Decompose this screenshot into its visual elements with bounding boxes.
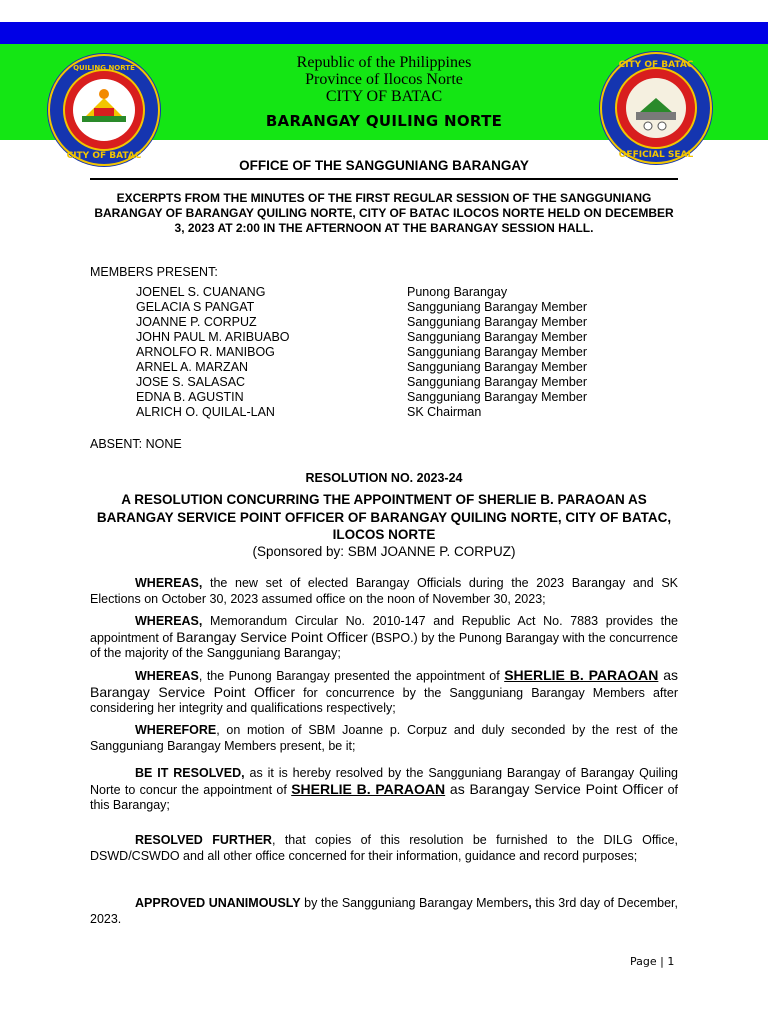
paragraph-wherefore [90, 723, 678, 754]
paragraph-text: this 3rd day of December, 2023. [90, 896, 678, 926]
member-row [136, 315, 656, 330]
absent-line: ABSENT: NONE [90, 437, 182, 451]
paragraph-emphasis: Barangay Service Point Officer [176, 628, 368, 645]
paragraph-lead: APPROVED UNANIMOUSLY [135, 896, 301, 910]
paragraph-whereas-1 [90, 576, 678, 607]
member-role: Punong Barangay [407, 285, 508, 299]
minutes-excerpt-heading: EXCERPTS FROM THE MINUTES OF THE FIRST REGULAR SESSION OF THE SANGGUNIANG BARANGAY OF BARANGAY QUILING NORTE, CITY OF BATAC ILOCOS NORTE HELD ON DECEMBER 3, 2023 AT 2:00 IN THE AFTERNOON AT THE BARANGAY SESSION HALL. [94, 191, 674, 235]
member-row [136, 300, 656, 315]
member-name: JOHN PAUL M. ARIBUABO [136, 330, 290, 344]
resolution-number: RESOLUTION NO. 2023-24 [305, 471, 463, 485]
paragraph-lead: WHEREFORE [135, 723, 217, 737]
member-role: Sangguniang Barangay Member [407, 360, 587, 374]
member-name: JOENEL S. CUANANG [136, 285, 266, 299]
paragraph-lead: WHEREAS [135, 669, 199, 683]
paragraph-whereas-3 [90, 668, 678, 717]
header-line-city: CITY OF BATAC [325, 88, 443, 105]
paragraph-emphasis: as Barangay Service Point Officer [445, 780, 664, 797]
paragraph-text: Memorandum Circular No. 2010-147 and Republic Act No. 7883 provides the appointment of [90, 614, 678, 645]
paragraph-text: of this Barangay; [90, 782, 679, 812]
paragraph-whereas-2 [90, 614, 678, 662]
header-line-province: Province of Ilocos Norte [305, 71, 463, 88]
member-name: ALRICH O. QUILAL-LAN [136, 405, 275, 419]
appointee-name: SHERLIE B. PARAOAN [504, 667, 659, 683]
office-title: OFFICE OF THE SANGGUNIANG BARANGAY [239, 158, 529, 173]
paragraph-text: , that copies of this resolution be furnished to the DILG Office, DSWD/CSWDO and all other office concerned for their information, guidance and record purposes; [90, 833, 678, 863]
member-name: ARNOLFO R. MANIBOG [136, 345, 275, 359]
member-row [136, 405, 656, 420]
paragraph-text: as it is hereby resolved by the Sangguniang Barangay of Barangay Quiling Norte to concur the appointment of [90, 766, 678, 797]
top-blue-band [0, 22, 768, 44]
paragraph-lead: WHEREAS, [135, 614, 203, 628]
paragraph-lead: BE IT RESOLVED, [135, 766, 245, 780]
appointee-name: SHERLIE B. PARAOAN [291, 780, 446, 797]
member-role: Sangguniang Barangay Member [407, 300, 587, 314]
member-row [136, 345, 656, 360]
member-row [136, 330, 656, 345]
member-role: Sangguniang Barangay Member [407, 375, 587, 389]
members-list [136, 285, 656, 420]
paragraph-approved [90, 896, 678, 927]
member-row [136, 285, 656, 300]
member-role: Sangguniang Barangay Member [407, 315, 587, 329]
member-name: GELACIA S PANGAT [136, 300, 255, 314]
member-row [136, 390, 656, 405]
svg-text:QUILING NORTE: QUILING NORTE [73, 64, 135, 72]
member-name: EDNA B. AGUSTIN [136, 390, 244, 404]
resolution-title: A RESOLUTION CONCURRING THE APPOINTMENT OF SHERLIE B. PARAOAN AS BARANGAY SERVICE POINT OFFICER OF BARANGAY QUILING NORTE, CITY OF BATAC, ILOCOS NORTE [96, 492, 672, 542]
member-role: Sangguniang Barangay Member [407, 390, 587, 404]
members-present-label: MEMBERS PRESENT: [90, 265, 218, 279]
paragraph-text: the new set of elected Barangay Officials during the 2023 Barangay and SK Elections on October 30, 2023 assumed office on the noon of November 30, 2023; [90, 576, 678, 606]
paragraph-text: , on motion of SBM Joanne p. Corpuz and duly seconded by the rest of the Sangguniang Barangay Members present, be it; [90, 723, 678, 753]
paragraph-text: , the Punong Barangay presented the appointment of [198, 669, 505, 683]
header-line-republic: Republic of the Philippines [296, 54, 472, 71]
paragraph-text: for concurrence by the Sangguniang Barangay Members after considering her integrity and qualifications respectively; [90, 685, 678, 715]
svg-text:OFFICIAL SEAL: OFFICIAL SEAL [618, 150, 694, 160]
paragraph-lead: RESOLVED FURTHER [135, 833, 272, 847]
member-name: ARNEL A. MARZAN [136, 360, 249, 374]
paragraph-emphasis: as Barangay Service Point Officer [90, 667, 678, 700]
member-row [136, 360, 656, 375]
paragraph-resolved-further [90, 833, 678, 864]
member-role: SK Chairman [407, 405, 482, 419]
svg-text:CITY OF BATAC: CITY OF BATAC [618, 60, 694, 70]
paragraph-comma: , [528, 896, 532, 910]
member-name: JOANNE P. CORPUZ [136, 315, 257, 329]
member-role: Sangguniang Barangay Member [407, 345, 587, 359]
paragraph-text: (BSPO.) by the Punong Barangay with the concurrence of the majority of the Sangguniang Barangay; [90, 630, 678, 660]
paragraph-lead: WHEREAS, [135, 576, 203, 590]
paragraph-text: by the Sangguniang Barangay Members [300, 896, 529, 910]
title-divider [90, 178, 678, 180]
paragraph-be-it-resolved [90, 766, 678, 814]
member-role: Sangguniang Barangay Member [407, 330, 587, 344]
page-number: Page | 1 [630, 955, 675, 968]
sponsor-line: (Sponsored by: SBM JOANNE P. CORPUZ) [252, 544, 516, 559]
member-row [136, 375, 656, 390]
header-barangay-name: BARANGAY QUILING NORTE [265, 112, 503, 130]
svg-text:CITY OF BATAC: CITY OF BATAC [66, 151, 142, 161]
member-name: JOSE S. SALASAC [136, 375, 246, 389]
